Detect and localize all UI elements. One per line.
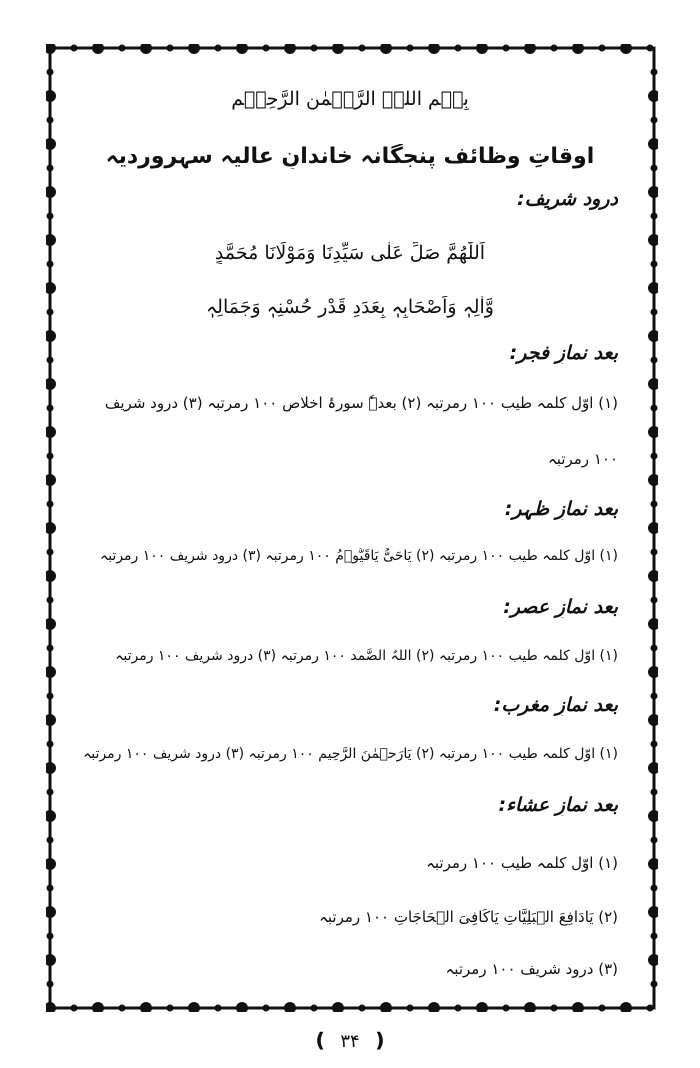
fajr-line-1: (۱) اوّل کلمہ طیب ۱۰۰ رمرتبہ (۲) بعدہٗ سورۂ اخلاص ۱۰۰ رمرتبہ (۳) درود شریف: [104, 394, 618, 412]
section-heading-fajr: بعد نمازِ فجر:: [509, 342, 618, 364]
right-ornament-icon: ❫: [311, 1028, 329, 1052]
isha-line-3: (۳) درود شریف ۱۰۰ رمرتبہ: [445, 960, 618, 978]
page-title: اوقاتِ وظائف پنجگانہ خاندانِ عالیہ سہروردیہ: [105, 144, 595, 169]
isha-line-2: (۲) یَادَافِعَ الۡبَلِیَّاتِ یَاکَافِیَ الۡحَاجَاتِ ۱۰۰ رمرتبہ: [319, 908, 618, 926]
section-heading-maghrib: بعد نمازِ مغرب:: [493, 694, 618, 716]
durood-line-1: اَللّٰھُمَّ صَلِّ عَلٰی سَیِّدِنَا وَمَوْلَانَا مُحَمَّدٍ: [214, 242, 486, 264]
durood-heading: درود شریف:: [517, 188, 618, 210]
isha-line-1: (۱) اوّل کلمہ طیب ۱۰۰ رمرتبہ: [426, 854, 618, 872]
page-number-footer: [0, 1028, 700, 1052]
zuhr-line-1: (۱) اوّل کلمہ طیب ۱۰۰ رمرتبہ (۲) یَاحَیُّ یَاقَیُّوۡمُ ۱۰۰ رمرتبہ (۳) درود شریف ۱۰۰ رمرتبہ: [100, 548, 618, 564]
fajr-line-2: ۱۰۰ رمرتبہ: [548, 450, 618, 468]
durood-line-2: وَّاٰلِہٖ وَاَصْحَابِہٖ بِعَدَدِ قَدْرِ حُسْنِہٖ وَجَمَالِہٖ: [206, 296, 494, 318]
page-number: ۳۴: [340, 1031, 360, 1052]
left-ornament-icon: ❪: [371, 1028, 389, 1052]
bismillah: بِسۡمِ اللہِ الرَّحۡمٰنِ الرَّحِیۡمِ: [231, 88, 469, 110]
maghrib-line-1: (۱) اوّل کلمہ طیب ۱۰۰ رمرتبہ (۲) یَارَحۡمٰنَ الرَّحِیمِ ۱۰۰ رمرتبہ (۳) درود شریف ۱۰۰ رمرتبہ: [83, 746, 618, 762]
section-heading-isha: بعد نمازِ عشاء:: [498, 794, 618, 816]
asr-line-1: (۱) اوّل کلمہ طیب ۱۰۰ رمرتبہ (۲) اللہُ الصَّمد ۱۰۰ رمرتبہ (۳) درود شریف ۱۰۰ رمرتبہ: [115, 648, 618, 664]
section-heading-zuhr: بعد نمازِ ظہر:: [504, 498, 618, 520]
section-heading-asr: بعد نمازِ عصر:: [503, 596, 618, 618]
page-content: [46, 44, 658, 1012]
